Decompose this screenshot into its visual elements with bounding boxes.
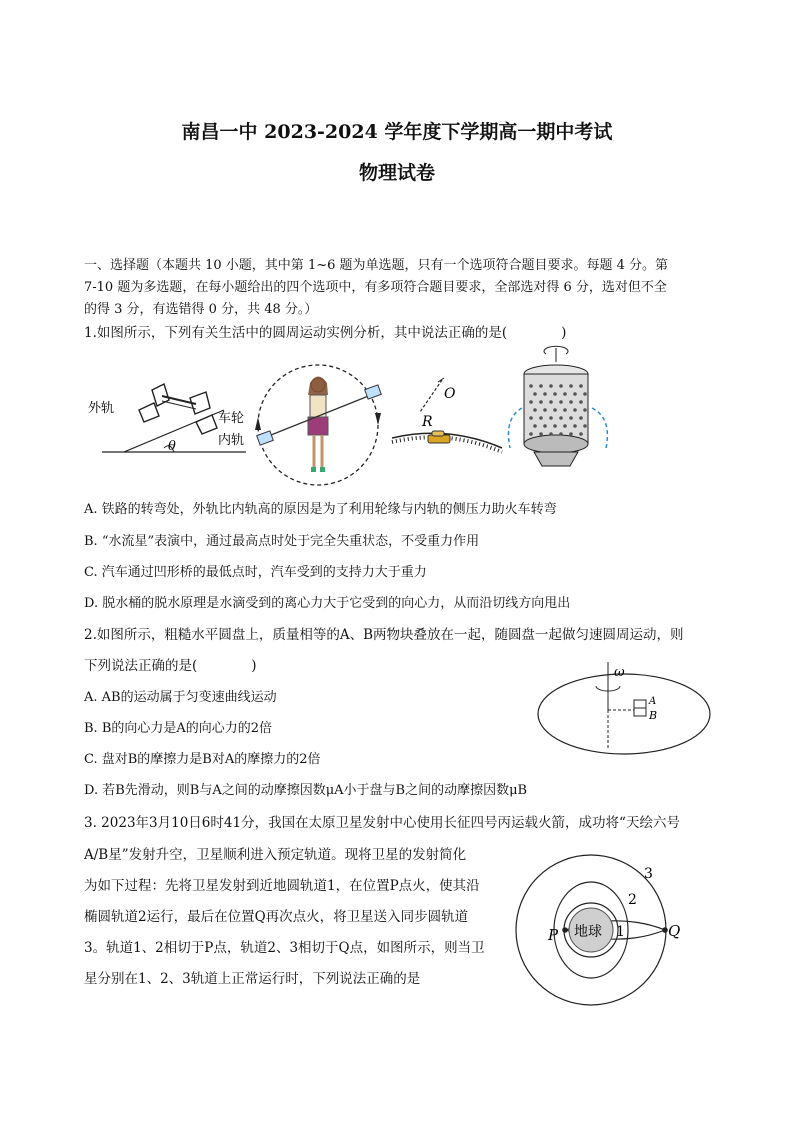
dryer-hole (569, 432, 573, 436)
q3-fig-orbit-1-label: 1 (616, 924, 625, 940)
q3-fig-orbit-3-label: 3 (644, 866, 653, 882)
dryer-hole (539, 400, 543, 404)
dryer-hole (563, 392, 567, 396)
dryer-hole (579, 416, 583, 420)
dryer-hole (573, 392, 577, 396)
q1-fig-wheel-label: 车轮 (218, 411, 245, 426)
q1-option-c: C. 汽车通过凹形桥的最低点时，汽车受到的支持力大于重力 (84, 565, 427, 580)
dryer-hole (563, 424, 567, 428)
dryer-hole (579, 400, 583, 404)
section-instructions-line-3: 的得 3 分，有选错得 0 分，共 48 分。） (84, 302, 318, 317)
q1-fig-water-meteor (248, 355, 388, 485)
dryer-hole (559, 432, 563, 436)
q3-stem-line-1: 3. 2023年3月10日6时41分，我国在太原卫星发射中心使用长征四号丙运载火箭，成功将“天绘六号 (84, 815, 680, 831)
q1-option-a: A. 铁路的转弯处，外轨比内轨高的原因是为了利用轮缘与内轨的侧压力助火车转弯 (84, 502, 557, 517)
dryer-hole (579, 432, 583, 436)
section-instructions-line-1: 一、选择题（本题共 10 小题，其中第 1~6 题为单选题，只有一个选项符合题目要求。每题 4 分。第 (84, 258, 669, 273)
dryer-hole (539, 432, 543, 436)
section-instructions-line-2: 7-10 题为多选题，在每小题给出的四个选项中，有多项符合题目要求，全部选对得 6 分，选对但不全 (84, 280, 667, 295)
dryer-hole (549, 416, 553, 420)
q2-stem-line-1: 2.如图所示，粗糙水平圆盘上，质量相等的A、B两物块叠放在一起，随圆盘一起做匀速圆周运动，则 (84, 627, 684, 643)
dryer-hole (543, 424, 547, 428)
dryer-hole (533, 424, 537, 428)
dryer-hole (539, 384, 543, 388)
q1-option-b: B. “水流星”表演中，通过最高点时处于完全失重状态，不受重力作用 (84, 534, 480, 549)
dryer-hole (579, 384, 583, 388)
q1-fig-R-label: R (422, 414, 433, 430)
q1-fig-outer-rail-label: 外轨 (88, 401, 115, 416)
dryer-hole (549, 432, 553, 436)
dryer-hole (559, 384, 563, 388)
q1-fig-theta-label: θ (168, 439, 176, 454)
page-subtitle: 物理试卷 (358, 162, 435, 184)
dryer-hole (583, 424, 587, 428)
q1-fig-concave-bridge (388, 370, 508, 460)
dryer-hole (543, 392, 547, 396)
q1-fig-inner-rail-label: 内轨 (218, 433, 245, 448)
q2-option-a: A. AB的运动属于匀变速曲线运动 (84, 690, 277, 705)
q2-option-b: B. B的向心力是A的向心力的2倍 (84, 721, 273, 736)
dryer-hole (533, 408, 537, 412)
dryer-hole (533, 392, 537, 396)
dryer-hole (543, 408, 547, 412)
dryer-hole (583, 408, 587, 412)
q1-fig-spin-dryer (504, 348, 614, 473)
q2-option-c: C. 盘对B的摩擦力是B对A的摩擦力的2倍 (84, 752, 321, 767)
q3-fig-earth-label: 地球 (574, 924, 602, 940)
dryer-hole (549, 384, 553, 388)
q1-stem: 1.如图所示，下列有关生活中的圆周运动实例分析，其中说法正确的是( ) (84, 325, 567, 341)
dryer-hole (569, 400, 573, 404)
dryer-hole (553, 392, 557, 396)
dryer-hole (569, 384, 573, 388)
q3-stem-line-2: A/B星”发射升空，卫星顺利进入预定轨道。现将卫星的发射简化 (84, 847, 467, 863)
q2-fig-omega-label: ω (614, 665, 625, 680)
page-title: 南昌一中 2023-2024 学年度下学期高一期中考试 (181, 121, 613, 143)
q3-fig-P-label: P (548, 926, 559, 944)
q2-stem-line-2: 下列说法正确的是( ) (84, 658, 257, 674)
dryer-hole (583, 392, 587, 396)
q2-fig-rotating-disk (536, 662, 716, 762)
dryer-hole (573, 424, 577, 428)
q3-stem-line-5: 3。轨道1、2相切于P点，轨道2、3相切于Q点，如图所示，则当卫 (84, 940, 485, 956)
dryer-hole (553, 408, 557, 412)
q2-fig-B-label: B (649, 709, 658, 722)
q3-fig-Q-label: Q (668, 922, 681, 940)
q3-stem-line-6: 星分别在1、2、3轨道上正常运行时，下列说法正确的是 (84, 971, 421, 987)
q1-option-d: D. 脱水桶的脱水原理是水滴受到的离心力大于它受到的向心力，从而沿切线方向甩出 (84, 596, 571, 611)
dryer-hole (529, 384, 533, 388)
dryer-hole (569, 416, 573, 420)
dryer-hole (553, 424, 557, 428)
q1-fig-banked-rail (84, 370, 254, 455)
dryer-hole (539, 416, 543, 420)
q3-stem-line-4: 椭圆轨道2运行，最后在位置Q再次点火，将卫星送入同步圆轨道 (84, 909, 469, 925)
q2-option-d: D. 若B先滑动，则B与A之间的动摩擦因数μA小于盘与B之间的动摩擦因数μB (84, 783, 528, 798)
dryer-hole (529, 416, 533, 420)
dryer-hole (529, 400, 533, 404)
q3-stem-line-3: 为如下过程：先将卫星发射到近地圆轨道1，在位置P点火，使其沿 (84, 878, 480, 894)
dryer-hole (559, 416, 563, 420)
dryer-hole (549, 400, 553, 404)
q2-fig-A-label: A (649, 696, 657, 707)
dryer-hole (559, 400, 563, 404)
dryer-hole (573, 408, 577, 412)
q3-fig-orbits (508, 852, 688, 1017)
dryer-hole (563, 408, 567, 412)
q1-fig-O-label: O (444, 386, 456, 402)
q3-fig-orbit-2-label: 2 (628, 892, 637, 908)
dryer-hole (529, 432, 533, 436)
